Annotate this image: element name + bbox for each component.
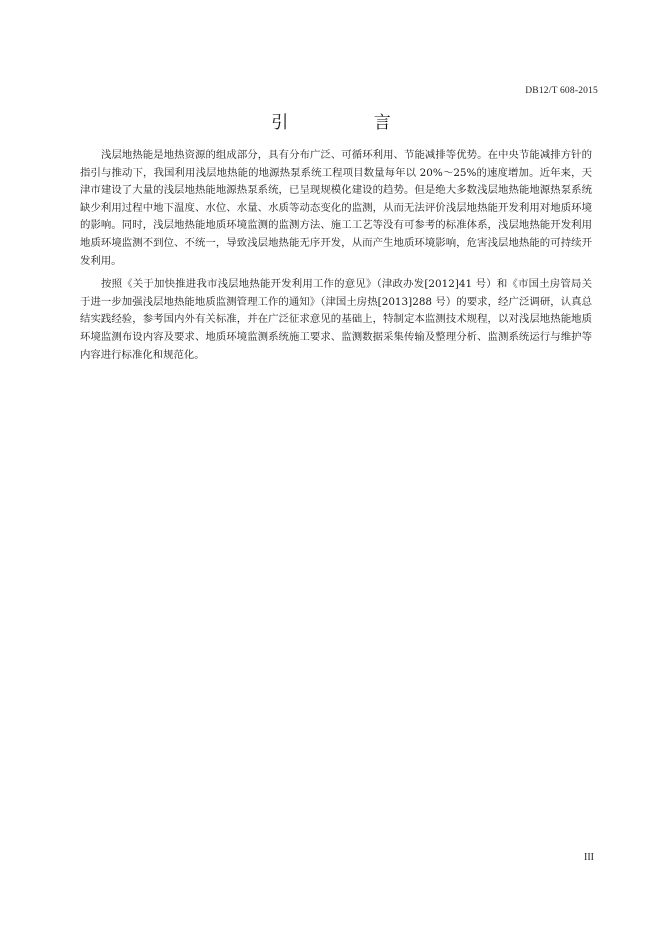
paragraph-2: 按照《关于加快推进我市浅层地热能开发利用工作的意见》（津政办发[2012]41 号）和《市国土房管局关于进一步加强浅层地热能地质监测管理工作的通知》（津国土房热[2013]288 号）的要求，经广泛调研，认真总结实践经验，参考国内外有关标准，并在广泛征求意见的基础上，特制定本监测技术规程，以对浅层地热能地质环境监测布设内容及要求、地质环境监测系统施工要求、监测数据采集传输及整理分析、监测系统运行与维护等内容进行标准化和规范化。 (80, 278, 592, 361)
body-text (80, 147, 592, 370)
page-number: III (584, 852, 594, 863)
page-title: 引 言 (271, 113, 431, 133)
paragraph-1: 浅层地热能是地热资源的组成部分，具有分布广泛、可循环利用、节能减排等优势。在中央节能减排方针的指引与推动下，我国利用浅层地热能的地源热泵系统工程项目数量每年以 20%～25%的速度增加。近年来，天津市建设了大量的浅层地热能地源热泵系统，已呈现规模化建设的趋势。但是绝大多数浅层地热能地源热泵系统缺少利用过程中地下温度、水位、水量、水质等动态变化的监测，从而无法评价浅层地热能开发利用对地质环境的影响。同时，浅层地热能地质环境监测的监测方法、施工工艺等没有可参考的标准体系，浅层地热能开发利用地质环境监测不到位、不统一，导致浅层地热能无序开发，从而产生地质环境影响，危害浅层地热能的可持续开发利用。 (80, 149, 592, 267)
document-code: DB12/T 608-2015 (525, 86, 598, 96)
